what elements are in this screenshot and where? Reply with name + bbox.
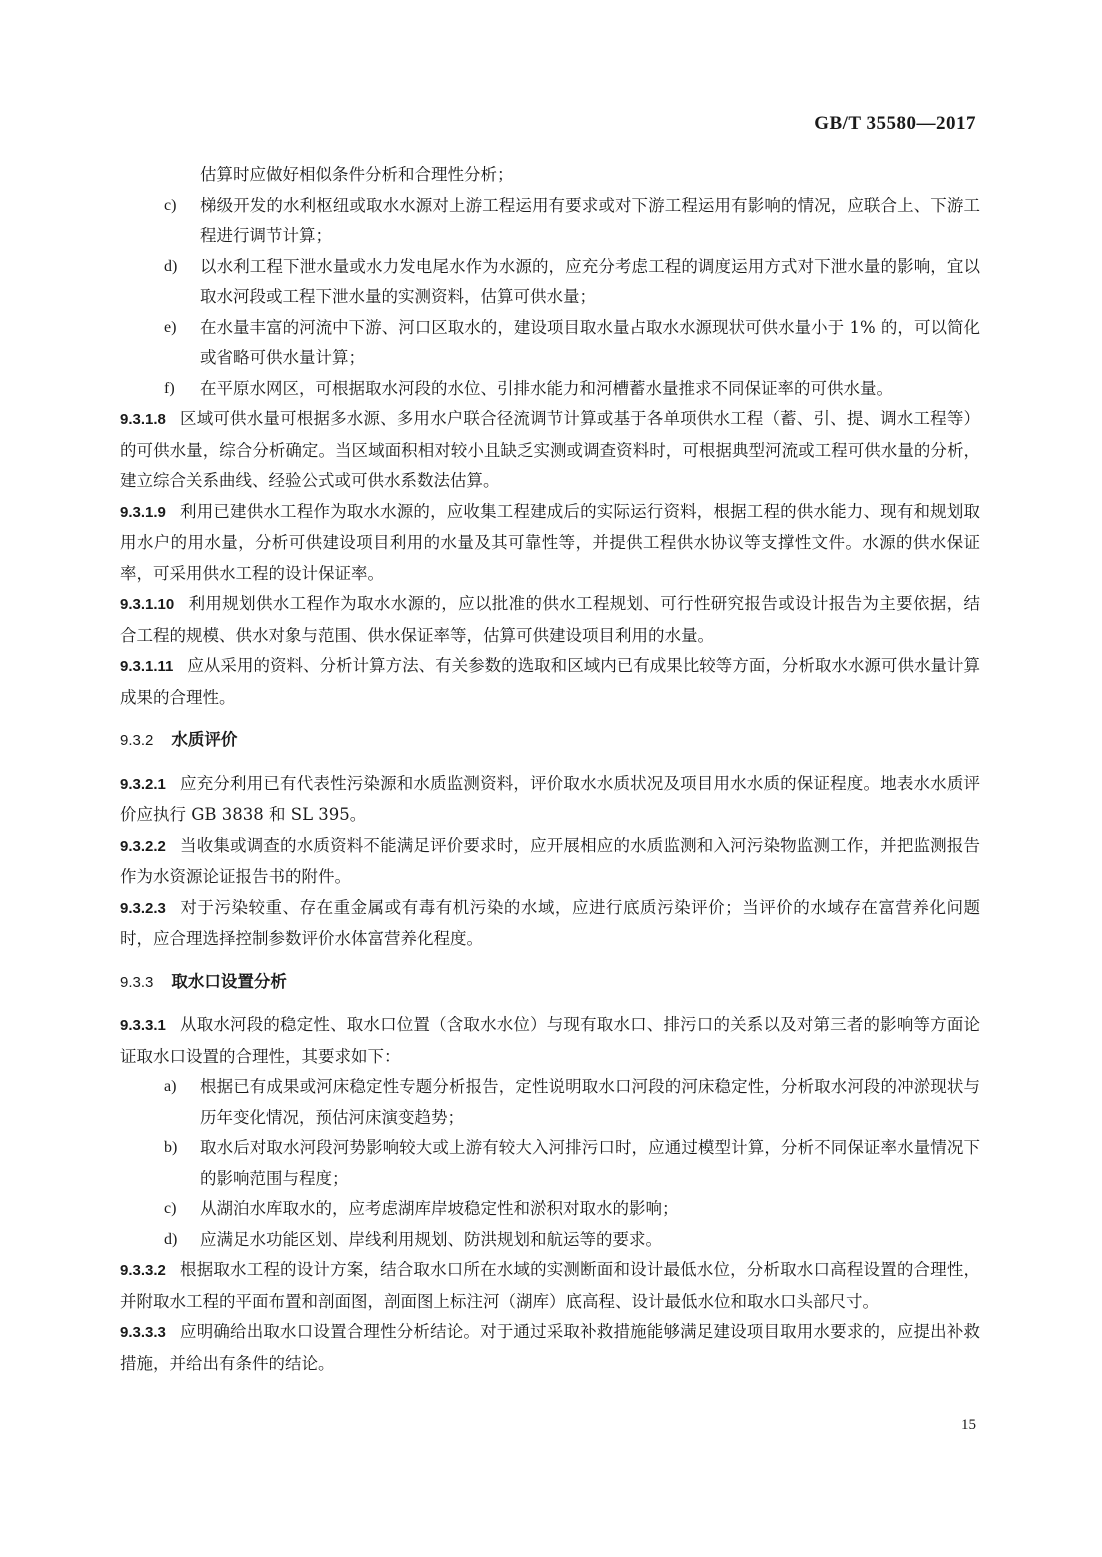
list-item-text: 根据已有成果或河床稳定性专题分析报告，定性说明取水口河段的河床稳定性，分析取水河段的冲淤现状与历年变化情况，预估河床演变趋势； (200, 1077, 980, 1127)
list-item-label: c) (164, 196, 177, 214)
clause-text: 利用规划供水工程作为取水水源的，应以批准的供水工程规划、可行性研究报告或设计报告为主要依据，结合工程的规模、供水对象与范围、供水保证率等，估算可供建设项目利用的水量。 (120, 594, 980, 645)
clause-number: 9.3.3.3 (120, 1324, 166, 1341)
document-body (120, 160, 980, 1379)
clause-paragraph (120, 1317, 980, 1379)
list-item (120, 1072, 980, 1133)
list-item (120, 252, 980, 313)
list-item (120, 374, 980, 405)
page-number: 15 (961, 1417, 976, 1433)
list-item-text: 应满足水功能区划、岸线利用规划、防洪规划和航运等的要求。 (200, 1229, 662, 1249)
list-item-label: b) (164, 1139, 178, 1156)
clause-paragraph (120, 651, 980, 713)
clause-text: 当收集或调查的水质资料不能满足评价要求时，应开展相应的水质监测和入河污染物监测工作，并把监测报告作为水资源论证报告书的附件。 (120, 835, 980, 886)
section-number: 9.3.3 (120, 973, 154, 991)
list-item-text: 在平原水网区，可根据取水河段的水位、引排水能力和河槽蓄水量推求不同保证率的可供水量。 (200, 378, 893, 398)
list-item-label: f) (164, 379, 175, 397)
clause-text: 对于污染较重、存在重金属或有毒有机污染的水域，应进行底质污染评价；当评价的水域存在富营养化问题时，应合理选择控制参数评价水体富营养化程度。 (120, 897, 980, 948)
clause-text: 根据取水工程的设计方案，结合取水口所在水域的实测断面和设计最低水位，分析取水口高程设置的合理性，并附取水工程的平面布置和剖面图，剖面图上标注河（湖库）底高程、设计最低水位和取水口头部尺寸。 (120, 1260, 980, 1311)
list-item (120, 191, 980, 252)
list-item-text: 从湖泊水库取水的，应考虑湖库岸坡稳定性和淤积对取水的影响； (200, 1199, 679, 1218)
list-item-text: 梯级开发的水利枢纽或取水水源对上游工程运用有要求或对下游工程运用有影响的情况，应联合上、下游工程进行调节计算； (200, 195, 980, 245)
list-item-label: d) (164, 257, 178, 275)
list-item-text: 以水利工程下泄水量或水力发电尾水作为水源的，应充分考虑工程的调度运用方式对下泄水量的影响，宜以取水河段或工程下泄水量的实测资料，估算可供水量； (200, 256, 980, 306)
clause-text: 从取水河段的稳定性、取水口位置（含取水水位）与现有取水口、排污口的关系以及对第三者的影响等方面论证取水口设置的合理性，其要求如下： (120, 1015, 980, 1066)
list-item-text: 在水量丰富的河流中下游、河口区取水的，建设项目取水量占取水水源现状可供水量小于 1% 的，可以简化或省略可供水量计算； (200, 317, 980, 367)
list-item-label: a) (164, 1078, 177, 1095)
clause-number: 9.3.2.2 (120, 837, 166, 855)
clause-paragraph (120, 404, 980, 497)
clause-number: 9.3.3.2 (120, 1262, 166, 1279)
section-title: 水质评价 (171, 730, 238, 749)
clause-number: 9.3.3.1 (120, 1017, 166, 1034)
section-heading (120, 967, 980, 999)
clause-text: 利用已建供水工程作为取水水源的，应收集工程建成后的实际运行资料，根据工程的供水能力、现有和规划取用水户的用水量，分析可供建设项目利用的水量及其可靠性等，并提供工程供水协议等支撑性文件。水源的供水保证率，可采用供水工程的设计保证率。 (120, 501, 980, 583)
list-item (120, 313, 980, 374)
clause-paragraph (120, 769, 980, 831)
list-item-label: d) (164, 1230, 178, 1248)
clause-paragraph (120, 589, 980, 651)
clause-number: 9.3.1.9 (120, 503, 166, 521)
section-title: 取水口设置分析 (171, 971, 287, 991)
clause-text: 区域可供水量可根据多水源、多用水户联合径流调节计算或基于各单项供水工程（蓄、引、提、调水工程等）的可供水量，综合分析确定。当区域面积相对较小且缺乏实测或调查资料时，可根据典型河流或工程可供水量的分析，建立综合关系曲线、经验公式或可供水系数法估算。 (120, 409, 980, 490)
document-id-header: GB/T 35580—2017 (814, 113, 976, 134)
list-item (120, 1194, 980, 1225)
section-number: 9.3.2 (120, 732, 154, 749)
list-item (120, 1225, 980, 1256)
clause-text: 应明确给出取水口设置合理性分析结论。对于通过采取补救措施能够满足建设项目取用水要求的，应提出补救措施，并给出有条件的结论。 (120, 1322, 980, 1373)
list-item-label: c) (164, 1200, 177, 1217)
list-item-text: 取水后对取水河段河势影响较大或上游有较大入河排污口时，应通过模型计算，分析不同保证率水量情况下的影响范围与程度； (200, 1138, 980, 1188)
clause-paragraph (120, 497, 980, 590)
clause-text: 应从采用的资料、分析计算方法、有关参数的选取和区域内已有成果比较等方面，分析取水水源可供水量计算成果的合理性。 (120, 656, 980, 707)
clause-number: 9.3.2.3 (120, 899, 166, 917)
clause-number: 9.3.1.8 (120, 411, 166, 428)
clause-paragraph (120, 893, 980, 955)
clause-number: 9.3.2.1 (120, 775, 166, 793)
clause-number: 9.3.1.10 (120, 596, 175, 613)
clause-number: 9.3.1.11 (120, 658, 174, 675)
clause-paragraph (120, 1255, 980, 1317)
clause-text: 应充分利用已有代表性污染源和水质监测资料，评价取水水质状况及项目用水水质的保证程度。地表水水质评价应执行 GB 3838 和 SL 395。 (120, 773, 980, 824)
list-item (120, 1133, 980, 1194)
continuation-paragraph: 估算时应做好相似条件分析和合理性分析； (200, 165, 514, 184)
section-heading (120, 725, 980, 757)
clause-paragraph (120, 1010, 980, 1072)
list-item-label: e) (164, 318, 177, 336)
clause-paragraph (120, 831, 980, 893)
